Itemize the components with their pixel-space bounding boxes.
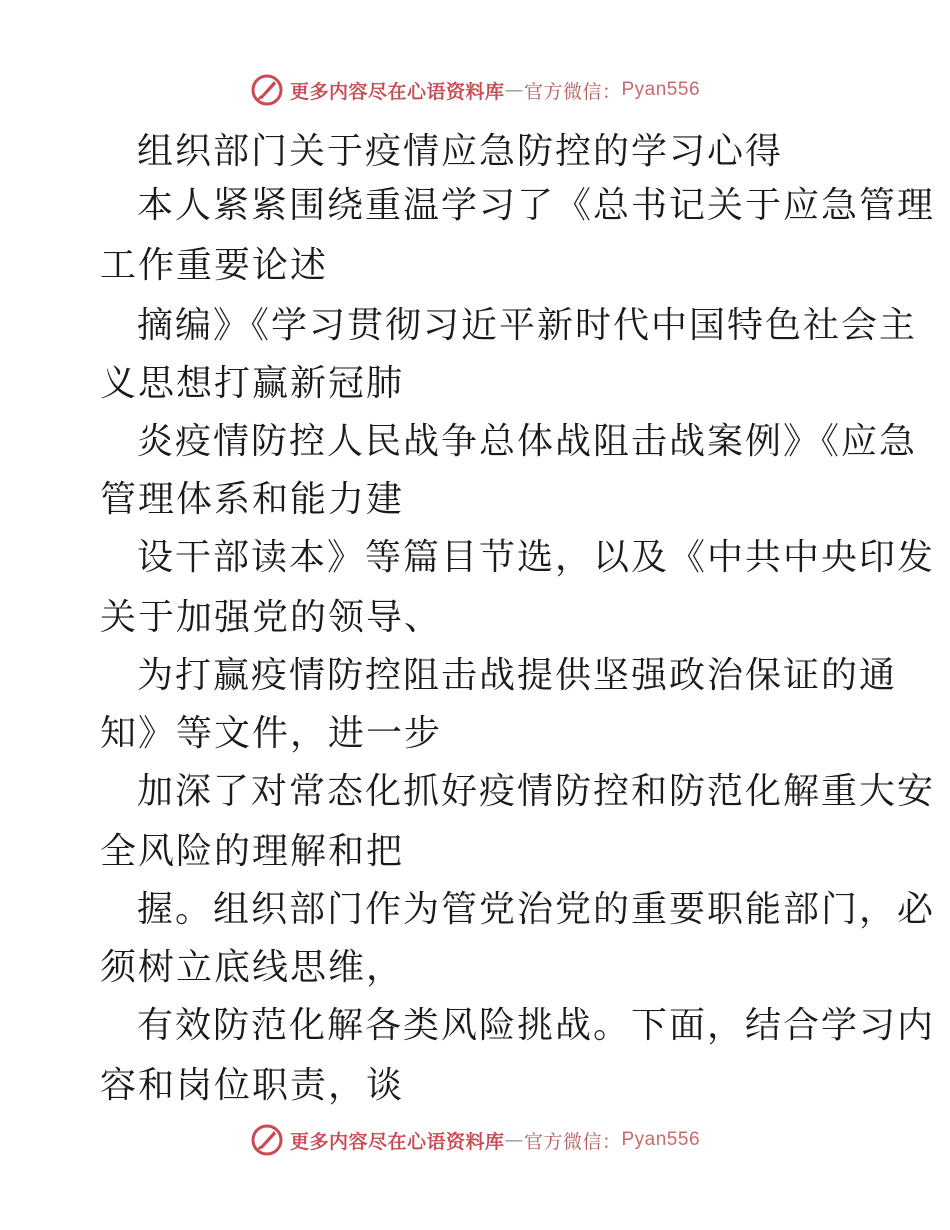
text-line: 关于加强党的领导、	[100, 597, 443, 638]
header-brand-text: 更多内容尽在心语资料库	[289, 80, 505, 103]
text-line: 本人紧紧围绕重温学习了《总书记关于应急管理	[137, 185, 936, 226]
text-line: 炎疫情防控人民战争总体战阻击战案例》《应急	[137, 421, 918, 462]
text-line: 知》等文件，进一步	[100, 713, 443, 754]
header-separator: —	[504, 79, 524, 101]
text-line: 加深了对常态化抓好疫情防控和防范化解重大安	[137, 771, 936, 812]
header-wechat-handle: Pyan556	[621, 79, 701, 100]
footer-brand-text: 更多内容尽在心语资料库	[289, 1130, 505, 1153]
footer-wechat-label: 官方微信：	[523, 1130, 622, 1153]
text-line: 容和岗位职责，谈	[100, 1065, 405, 1106]
text-line: 义思想打赢新冠肺	[100, 363, 405, 404]
footer-wechat-handle: Pyan556	[621, 1129, 701, 1150]
text-line: 管理体系和能力建	[100, 479, 405, 520]
text-line: 握。组织部门作为管党治党的重要职能部门，必	[137, 889, 936, 930]
document-title: 组织部门关于疫情应急防控的学习心得	[137, 131, 784, 172]
text-line: 工作重要论述	[100, 245, 329, 286]
feather-pen-circle-icon	[250, 73, 284, 107]
text-line: 须树立底线思维，	[100, 947, 405, 988]
text-line: 摘编》《学习贯彻习近平新时代中国特色社会主	[137, 305, 918, 346]
text-line: 设干部读本》等篇目节选，以及《中共中央印发	[137, 537, 936, 578]
text-line: 为打赢疫情防控阻击战提供坚强政治保证的通	[137, 655, 898, 696]
footer-banner	[0, 1120, 950, 1160]
footer-separator: —	[504, 1129, 524, 1151]
text-line: 有效防范化解各类风险挑战。下面，结合学习内	[137, 1005, 936, 1046]
text-line: 全风险的理解和把	[100, 831, 405, 872]
header-wechat-label: 官方微信：	[523, 80, 622, 103]
header-banner	[0, 70, 950, 110]
feather-pen-circle-icon	[250, 1123, 284, 1157]
